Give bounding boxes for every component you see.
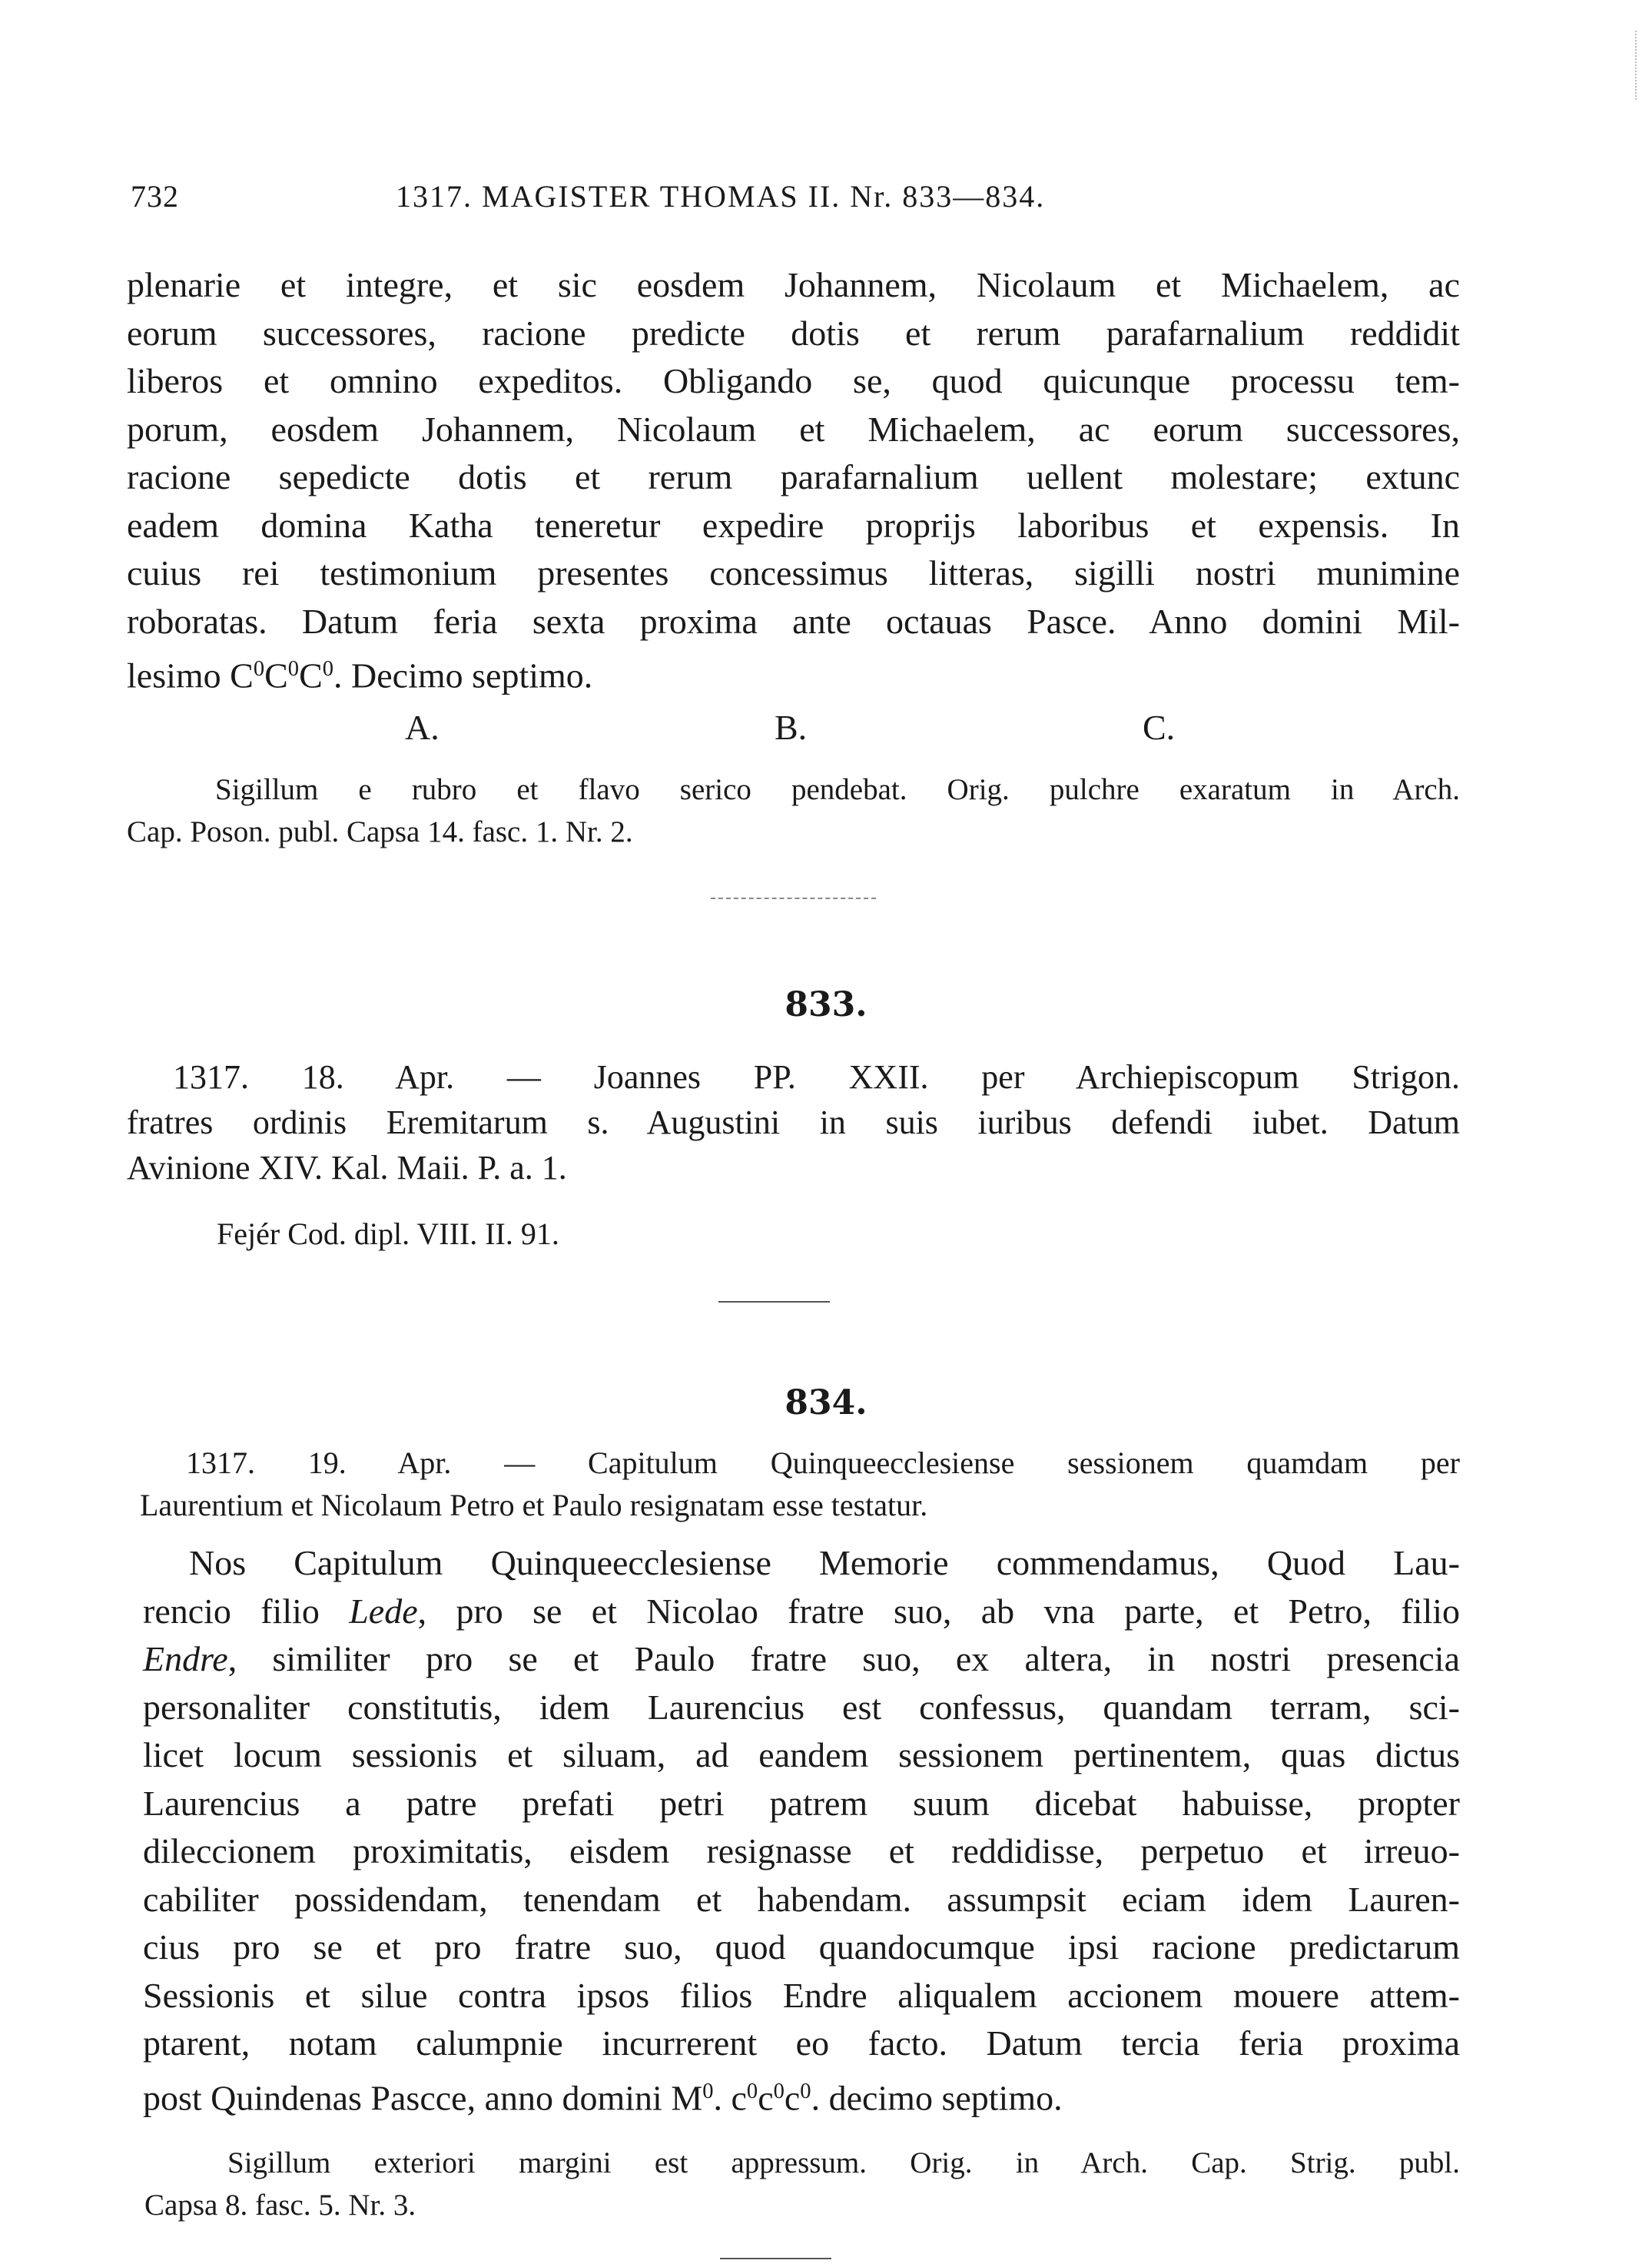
document-number: 833.	[785, 985, 867, 1024]
text-line	[143, 1588, 1460, 1636]
continuation-text	[127, 261, 1460, 700]
regest-833	[127, 1054, 1460, 1190]
text-line	[143, 1635, 1460, 1684]
text-fragment: C	[264, 656, 288, 695]
note-line: Cap. Poson. publ. Capsa 14. fasc. 1. Nr. 2.	[127, 815, 633, 848]
text-fragment: rencio filio	[143, 1591, 350, 1631]
text-fragment: c	[784, 2078, 801, 2118]
text-fragment: C	[299, 656, 323, 695]
header-title: 1317. MAGISTER THOMAS II. Nr. 833—834.	[396, 179, 1046, 214]
superscript: 0	[773, 2079, 785, 2103]
source-833	[217, 1213, 1550, 1255]
personal-name: Lede	[349, 1591, 418, 1631]
note-line: Sigillum e rubro et flavo serico pendebat. Orig. pulchre exaratum in Arch.	[215, 773, 1460, 806]
section-divider	[711, 898, 876, 899]
margin-marks	[1635, 31, 1638, 100]
text-line: plenarie et integre, et sic eosdem Johannem, Nicolaum et Michaelem, ac	[127, 265, 1460, 304]
personal-name: Endre	[143, 1639, 228, 1678]
text-line: licet locum sessionis et siluam, ad eandem sessionem pertinentem, quas dictus	[143, 1735, 1460, 1774]
charter-text-834	[143, 1539, 1460, 2123]
text-line: cuius rei testimonium presentes concessimus litteras, sigilli nostri munimine	[127, 553, 1460, 592]
text-line: personaliter constitutis, idem Laurencius est confessus, quandam terram, sci-	[143, 1687, 1460, 1727]
text-fragment: . decimo septimo.	[811, 2078, 1063, 2118]
signature-letter: B.	[775, 708, 808, 747]
note-line: Capsa 8. fasc. 5. Nr. 3.	[144, 2189, 416, 2222]
seal-note	[227, 2142, 1460, 2184]
running-header	[131, 178, 1452, 224]
text-line: dileccionem proximitatis, eisdem resignasse et reddidisse, perpetuo et irreuo-	[143, 1831, 1460, 1870]
text-fragment: c	[758, 2078, 774, 2118]
superscript: 0	[746, 2079, 758, 2103]
text-line: eorum successores, racione predicte dotis et rerum parafarnalium reddidit	[127, 313, 1460, 353]
regest-line: Avinione XIV. Kal. Maii. P. a. 1.	[127, 1149, 567, 1187]
regest-line: Laurentium et Nicolaum Petro et Paulo resignatam esse testatur.	[140, 1488, 928, 1522]
text-line: eadem domina Katha teneretur expedire proprijs laboribus et expensis. In	[127, 505, 1460, 545]
text-line: racione sepedicte dotis et rerum parafarnalium uellent molestare; extunc	[127, 457, 1460, 496]
text-line	[143, 2068, 1460, 2123]
text-line: cabiliter possidendam, tenendam et habendam. assumpsit eciam idem Lauren-	[143, 1879, 1460, 1919]
superscript: 0	[253, 657, 265, 681]
superscript: 0	[702, 2079, 714, 2103]
text-fragment: , similiter pro se et Paulo fratre suo, ex altera, in nostri presencia	[227, 1639, 1460, 1678]
signature-letter: C.	[1143, 708, 1176, 747]
document-number: 834.	[785, 1383, 867, 1422]
seal-note	[144, 2184, 1478, 2226]
source-line: Fejér Cod. dipl. VIII. II. 91.	[217, 1216, 559, 1251]
signature-letter: A.	[405, 708, 440, 747]
page-number: 732	[131, 179, 179, 214]
text-fragment: lesimo C	[127, 656, 254, 695]
superscript: 0	[287, 657, 300, 681]
superscript: 0	[800, 2079, 811, 2103]
section-divider	[720, 2258, 831, 2259]
text-line: Nos Capitulum Quinqueecclesiense Memorie commendamus, Quod Lau-	[189, 1543, 1460, 1582]
text-fragment: . c	[713, 2078, 747, 2118]
text-line: Sessionis et silue contra ipsos filios Endre aliqualem accionem mouere attem-	[143, 1975, 1460, 2015]
seal-note	[215, 768, 1460, 811]
note-line: Sigillum exteriori margini est appressum. Orig. in Arch. Cap. Strig. publ.	[227, 2146, 1460, 2179]
text-line: roboratas. Datum feria sexta proxima ante octauas Pasce. Anno domini Mil-	[127, 601, 1460, 641]
section-divider	[718, 1301, 830, 1303]
text-line: liberos et omnino expeditos. Obligando se, quod quicunque processu tem-	[127, 361, 1460, 400]
regest-line: 1317. 18. Apr. — Joannes PP. XXII. per Archiepiscopum Strigon.	[173, 1058, 1460, 1096]
text-line	[127, 646, 1460, 700]
text-line: Laurencius a patre prefati petri patrem suum dicebat habuisse, propter	[143, 1783, 1460, 1823]
seal-note	[127, 811, 1460, 853]
text-fragment: , pro se et Nicolao fratre suo, ab vna parte, et Petro, filio	[417, 1591, 1461, 1631]
regest-834	[140, 1442, 1460, 1526]
text-line: cius pro se et pro fratre suo, quod quandocumque ipsi racione predictarum	[143, 1927, 1460, 1967]
signature-letters	[0, 707, 1652, 761]
regest-line: 1317. 19. Apr. — Capitulum Quinqueecclesiense sessionem quamdam per	[186, 1446, 1460, 1480]
text-fragment: . Decimo septimo.	[333, 656, 593, 695]
text-fragment: post Quindenas Pascce, anno domini M	[143, 2078, 703, 2118]
text-line: porum, eosdem Johannem, Nicolaum et Michaelem, ac eorum successores,	[127, 409, 1460, 449]
text-line: ptarent, notam calumpnie incurrerent eo facto. Datum tercia feria proxima	[143, 2023, 1460, 2063]
regest-line: fratres ordinis Eremitarum s. Augustini in suis iuribus defendi iubet. Datum	[127, 1104, 1460, 1141]
superscript: 0	[322, 657, 334, 681]
